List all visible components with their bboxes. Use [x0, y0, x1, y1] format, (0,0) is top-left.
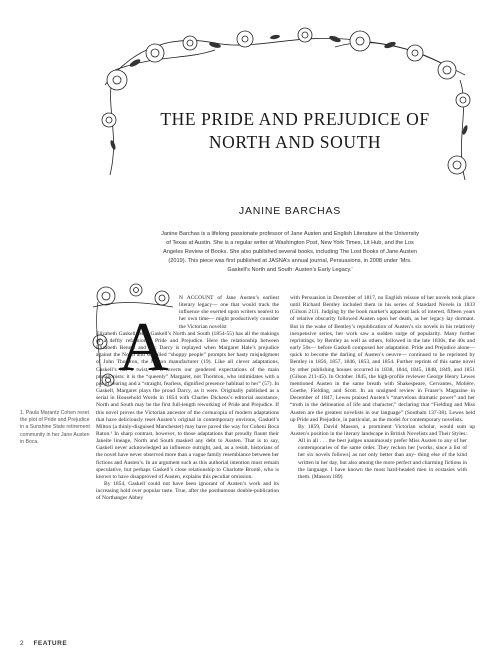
page-number: 2 — [20, 640, 24, 647]
author-byline: JANINE BARCHAS — [238, 205, 342, 217]
body-paragraph: By 1859, David Masson, a prominent Victorian scholar, would sum up Austen’s position in the literary landscape in British Novelists and Their Styles: — [290, 423, 475, 437]
intro-paragraph: N ACCOUNT of Jane Austen’s earliest literary legacy— one that would track the influence she exerted upon writers nearest to her own time— might productively consider the Victorian novelist — [179, 295, 279, 330]
article-title: THE PRIDE AND PREJUDICE OF NORTH AND SOUTH — [160, 109, 430, 152]
body-paragraph: By 1854, Gaskell could not have been ignorant of Austen’s work and its increasing hold over popular taste. True, after the posthumous double-publication of Northanger Abbey — [96, 481, 279, 502]
body-paragraph: with Persuasion in December of 1817, no English reissue of her novels took place until Richard Bentley included them in his series of Standard Novels in 1833 (Gilson 211). Judging by the book market’s apparent lack of interest, fifteen years of relative obscurity followed Austen upon her death, as her legacy lay dormant. But in the wake of Bentley’s republication of Austen’s six novels in his relatively inexpensive series, her work saw a sudden surge of popularity. Many further reprintings, by Bentley as well as others, followed in the late 1830s, the 40s and early 50s— before Gaskell composed her adaptation. Pride and Prejudice alone— quick to become the darling of Austen’s oeuvre— continued to be reprinted by Bentley in 1856, 1857, 1846, 1853, and 1854. Further reprints of this same novel by other publishing houses occurred in 1838, 1844, 1845, 1848, 1849, and 1851 (Gilson 211-45). In October 1845, the high-profile reviewer George Henry Lewes mentioned Austen in the same breath with Shakespeare, Cervantes, Molière, Goethe, Fielding, and Scott. In an unsigned review in Fraser’s Magazine in December of 1847, Lewes praised Austen’s “marvelous dramatic power” and her “truth in the delineation of life and character,” declaring that “Fielding and Miss Austen are the greatest novelists in our language” (Southam 137-38). Lewes held up Pride and Prejudice, in particular, as the model for contemporary novelists. — [290, 295, 475, 423]
dropcap-letter: A — [118, 309, 169, 386]
block-quote: All in all . . . the best judges unanimously prefer Miss Austen to any of her contemporaries of the same order. They reckon her [works, since a list of her six novels follows] as not only better than any- thing else of the kind written in her day, but also among the more perfect and charming fictions in the language. I have known the most hard-headed men in ecstasies with them. (Masson 189) — [298, 438, 467, 480]
body-paragraph: Elizabeth Gaskell. Mrs. Gaskell’s North and South (1854-55) has all the makings of a deftly refashioned Pride and Prejudice. Here the relationship between Elizabeth Bennet and Mr. Darcy is replayed when Margaret Hale’s prejudice against the North and so-called “shoppy people” prompts her hasty misjudgment of John Thornton, the Milton manufacturer (19). Like all clever adaptations, Gaskell’s has a twist, as it inverts our gendered expectations of the main protagonists: it is the “queenly” Margaret, not Thornton, who intimidates with a proud bearing and a “straight, fearless, dignified presence habitual to her” (57). In Gaskell, Margaret plays the proud Darcy, as it were. Originally published as a serial in Household Words in 1854 with Charles Dickens’s editorial assistance, North and South may be the first full-length reworking of Pride and Prejudice. If this novel proves the Victorian ancestor of the cornucopia of modern adaptations that have deliciously reset Austen’s original in contemporary environs, Gaskell’s Milton (a thinly-disguised Manchester) may have paved the way for Coheni Boca Raton.¹ In sharp contrast, however, to those adaptations that proudly flaunt their Janeite lineage, North and South masked any debt to Austen. That is to say, Gaskell never acknowledged an influence outright, and, as a result, historians of the novel have never observed more than a vague family resemblance between her fictions and Austen’s. In an argument such as this authorial intention must remain speculative, but perhaps Gaskell’s close relationship to Charlotte Brontë, who is known to have disapproved of Austen, explains this peculiar omission. — [96, 330, 279, 480]
floral-border-illustration — [95, 25, 475, 185]
section-label: FEATURE — [33, 640, 68, 647]
author-bio: Janine Barchas is a lifelong passionate professor of Jane Austen and English Literature at the University of Texas at Austin. She is a regular writer at Washington Post, New York Times, Lit Hub, and the Los Angeles Review of Books. She also published several books, including The Lost Books of Jane Austen (2019). This piece was first published at JASNA’s annual journal, Persuasions, in 2008 under ‘Mrs. Gaskell’s North and South: Austen’s Early Legacy.’ — [161, 231, 419, 274]
body-column-right — [290, 295, 475, 481]
page-footer — [20, 640, 67, 647]
body-column-left — [96, 295, 279, 503]
footnote-caption: 1. Paula Marantz Cohen reset the plot of Pride and Prejudice in a Sunshine State retirement community in her Jane Austen in Boca. — [20, 410, 90, 445]
